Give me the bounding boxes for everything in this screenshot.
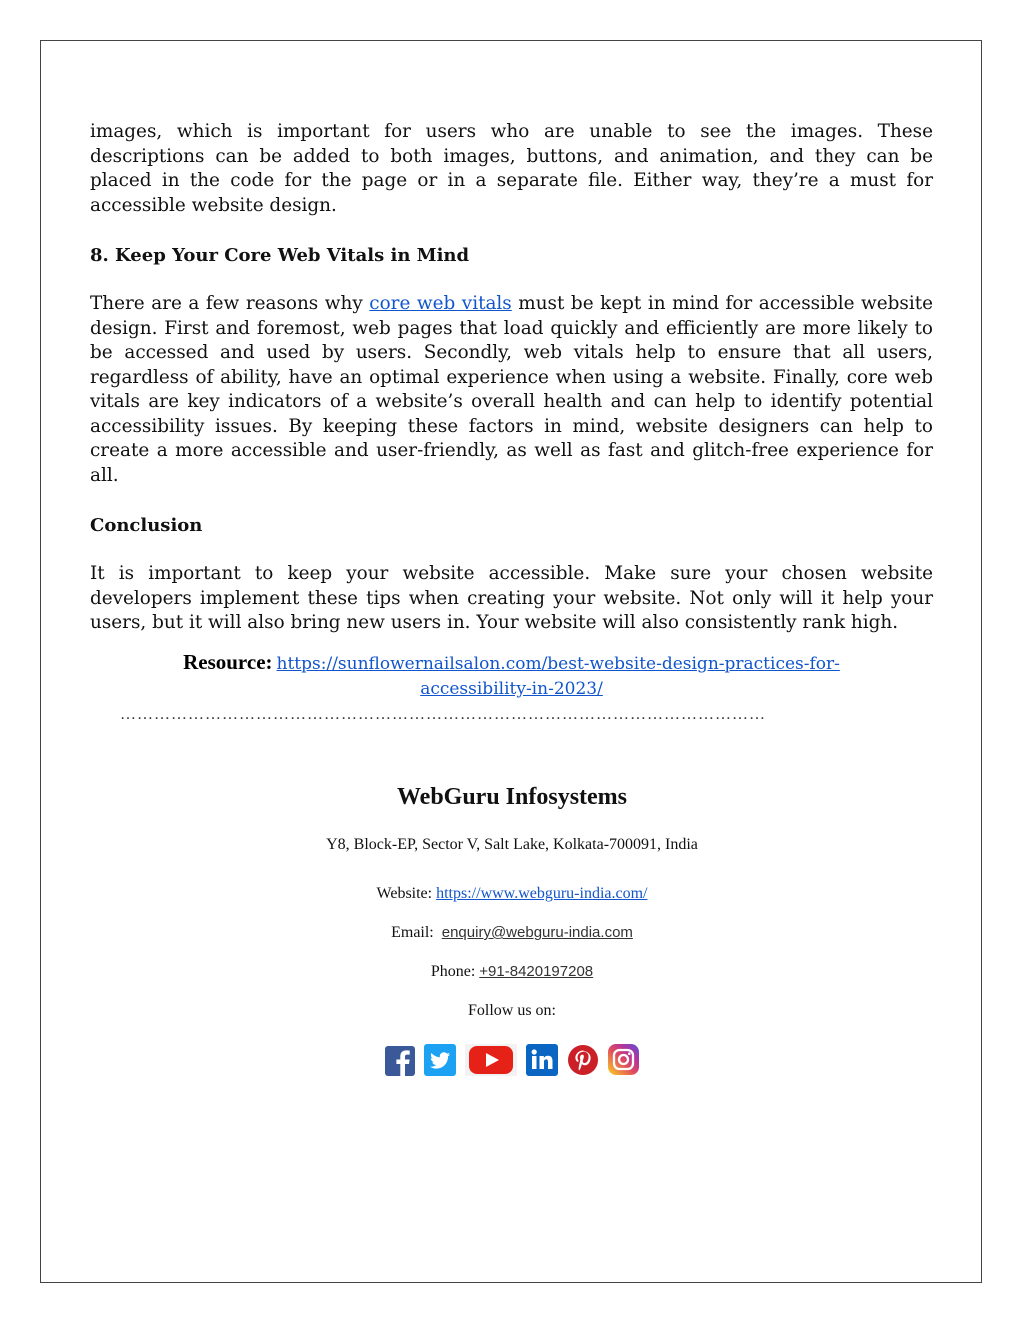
company-name: WebGuru Infosystems [396, 784, 628, 810]
paragraph-conclusion: It is important to keep your website accessible. Make sure your chosen website developers implement these tips when creating your website. Not only will it help your users, but it will also bring new users in. Your website will also consistently rank high. [90, 563, 933, 633]
heading-conclusion: Conclusion [90, 515, 203, 536]
phone-link[interactable]: +91-8420197208 [479, 963, 594, 980]
phone-line [0, 963, 1024, 981]
article-body [90, 120, 933, 636]
email-label: Email: [391, 924, 442, 941]
paragraph-text-end: must be kept in mind for accessible website design. First and foremost, web pages that load quickly and efficiently are more likely to be accessed and used by users. Secondly, web vitals help to ensure that all users, regardless of ability, have an optimal experience when using a website. Finally, core web vitals are key indicators of a website’s overall health and can help to identify potential accessibility issues. By keeping these factors in mind, website designers can help to create a more accessible and user-friendly, as well as fast and glitch-free experience for all. [90, 293, 934, 486]
follow-us-text: Follow us on: [467, 1002, 556, 1019]
paragraph-alt-text: images, which is important for users who are unable to see the images. These descriptions can be added to both images, buttons, and animation, and they can be placed in the code for the page or in a separate file. Either way, they’re a must for accessible website design. [90, 121, 933, 216]
resource-block [90, 650, 933, 702]
phone-label: Phone: [430, 963, 480, 980]
social-icons [0, 1044, 1024, 1076]
website-label: Website: [376, 885, 437, 902]
paragraph-text-start: There are a few reasons why [90, 293, 370, 314]
twitter-icon[interactable] [424, 1044, 456, 1076]
dotted-divider: …………………………………………………………………………………………………… [120, 706, 766, 723]
resource-label: Resource: [183, 650, 273, 674]
company-address: Y8, Block-EP, Sector V, Salt Lake, Kolkata-700091, India [326, 836, 698, 853]
email-line [0, 924, 1024, 942]
linkedin-icon[interactable] [526, 1044, 558, 1076]
website-line [0, 885, 1024, 903]
instagram-icon[interactable] [608, 1044, 639, 1075]
resource-link-line2[interactable]: accessibility-in-2023/ [420, 679, 603, 699]
youtube-icon[interactable] [465, 1044, 517, 1076]
email-link[interactable]: enquiry@webguru-india.com [441, 924, 633, 941]
website-link[interactable]: https://www.webguru-india.com/ [436, 885, 648, 902]
heading-core-web-vitals: 8. Keep Your Core Web Vitals in Mind [90, 245, 470, 266]
paragraph-core-web-vitals [90, 292, 933, 488]
pinterest-icon[interactable] [567, 1044, 599, 1076]
facebook-icon[interactable] [385, 1046, 415, 1076]
resource-link-line1[interactable]: https://sunflowernailsalon.com/best-website-design-practices-for- [276, 654, 840, 674]
core-web-vitals-link[interactable]: core web vitals [369, 293, 512, 314]
